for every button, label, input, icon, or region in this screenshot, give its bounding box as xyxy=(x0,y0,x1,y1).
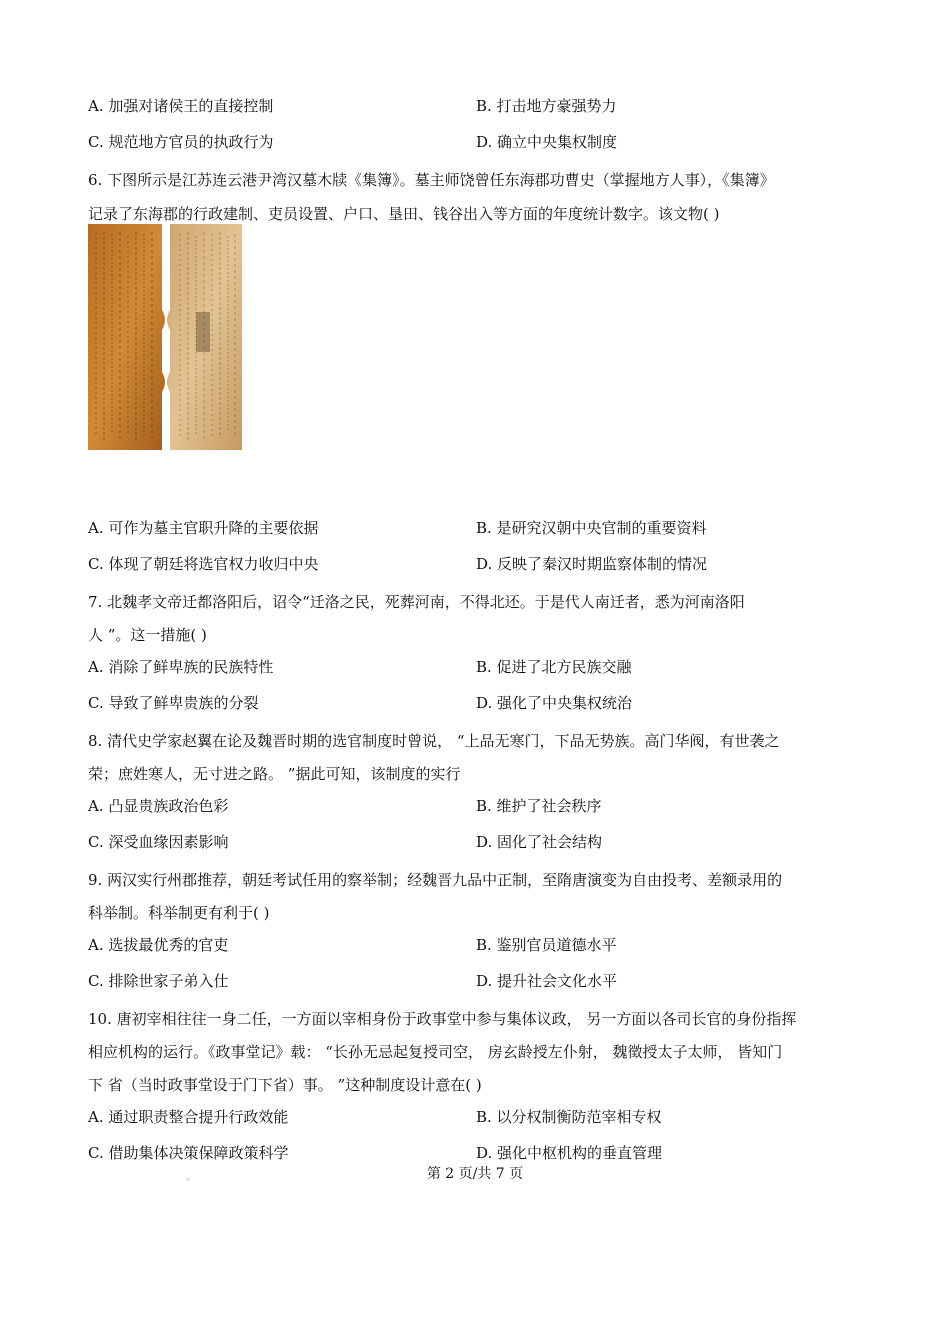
q6-option-c: C. 体现了朝廷将选官权力收归中央 xyxy=(88,555,319,573)
q10-option-a: A. 通过职责整合提升行政效能 xyxy=(88,1108,289,1126)
q7-stem-line-2: 人 ”。这一措施( ) xyxy=(88,626,207,644)
q8-option-a: A. 凸显贵族政治色彩 xyxy=(88,797,229,815)
q7-option-b: B. 促进了北方民族交融 xyxy=(476,658,632,676)
q7-stem-line-1: 7. 北魏孝文帝迁都洛阳后，诏令“迁洛之民，死葬河南，不得北还。于是代人南迁者，悉为河南洛阳 xyxy=(88,593,745,611)
q7-option-c: C. 导致了鲜卑贵族的分裂 xyxy=(88,694,259,712)
q10-option-c: C. 借助集体决策保障政策科学 xyxy=(88,1144,289,1162)
q9-option-d: D. 提升社会文化水平 xyxy=(476,972,618,990)
q9-option-b: B. 鉴别官员道德水平 xyxy=(476,936,617,954)
q6-option-a: A. 可作为墓主官职升降的主要依据 xyxy=(88,519,319,537)
q9-stem-line-2: 科举制。科举制更有利于( ) xyxy=(88,904,270,922)
q8-option-c: C. 深受血缘因素影响 xyxy=(88,833,229,851)
q6-stem-line-1: 6. 下图所示是江苏连云港尹湾汉墓木牍《集簿》。墓主师饶曾任东海郡功曹史（掌握地方人事），《集簿》 xyxy=(88,171,775,189)
q10-stem-line-2: 相应机构的运行。《政事堂记》载： “长孙无忌起复授司空， 房玄龄授左仆射， 魏徵授太子太师， 皆知门 xyxy=(88,1043,783,1061)
q9-option-a: A. 选拔最优秀的官吏 xyxy=(88,936,229,954)
q7-option-d: D. 强化了中央集权统治 xyxy=(476,694,633,712)
stray-dot: 。 xyxy=(186,1172,196,1183)
q7-option-a: A. 消除了鲜卑族的民族特性 xyxy=(88,658,274,676)
q8-stem-line-2: 荣；庶姓寒人，无寸进之路。 ”据此可知，该制度的实行 xyxy=(88,765,461,783)
q10-stem-line-3: 下 省（当时政事堂设于门下省）事。 ”这种制度设计意在( ) xyxy=(88,1076,482,1094)
wooden-tablet-image xyxy=(88,222,242,452)
q6-option-b: B. 是研究汉朝中央官制的重要资料 xyxy=(476,519,707,537)
q8-stem-line-1: 8. 清代史学家赵翼在论及魏晋时期的选官制度时曾说， “上品无寒门，下品无势族。高门华阀，有世袭之 xyxy=(88,732,780,750)
q5-option-c: C. 规范地方官员的执政行为 xyxy=(88,133,274,151)
q10-stem-line-1: 10. 唐初宰相往往一身二任，一方面以宰相身份于政事堂中参与集体议政， 另一方面以各司长官的身份指挥 xyxy=(88,1010,797,1028)
q5-option-b: B. 打击地方豪强势力 xyxy=(476,97,617,115)
q9-stem-line-1: 9. 两汉实行州郡推荐，朝廷考试任用的察举制；经魏晋九品中正制，至隋唐演变为自由投考、差额录用的 xyxy=(88,871,783,889)
page-number-footer: 第 2 页/共 7 页 xyxy=(426,1166,524,1182)
q5-option-d: D. 确立中央集权制度 xyxy=(476,133,618,151)
q10-option-d: D. 强化中枢机构的垂直管理 xyxy=(476,1144,663,1162)
q8-option-d: D. 固化了社会结构 xyxy=(476,833,603,851)
q9-option-c: C. 排除世家子弟入仕 xyxy=(88,972,229,990)
q10-option-b: B. 以分权制衡防范宰相专权 xyxy=(476,1108,662,1126)
q8-option-b: B. 维护了社会秩序 xyxy=(476,797,602,815)
q6-option-d: D. 反映了秦汉时期监察体制的情况 xyxy=(476,555,708,573)
q6-stem-line-2: 记录了东海郡的行政建制、吏员设置、户口、垦田、钱谷出入等方面的年度统计数字。该文物( ) xyxy=(88,205,720,223)
q5-option-a: A. 加强对诸侯王的直接控制 xyxy=(88,97,274,115)
